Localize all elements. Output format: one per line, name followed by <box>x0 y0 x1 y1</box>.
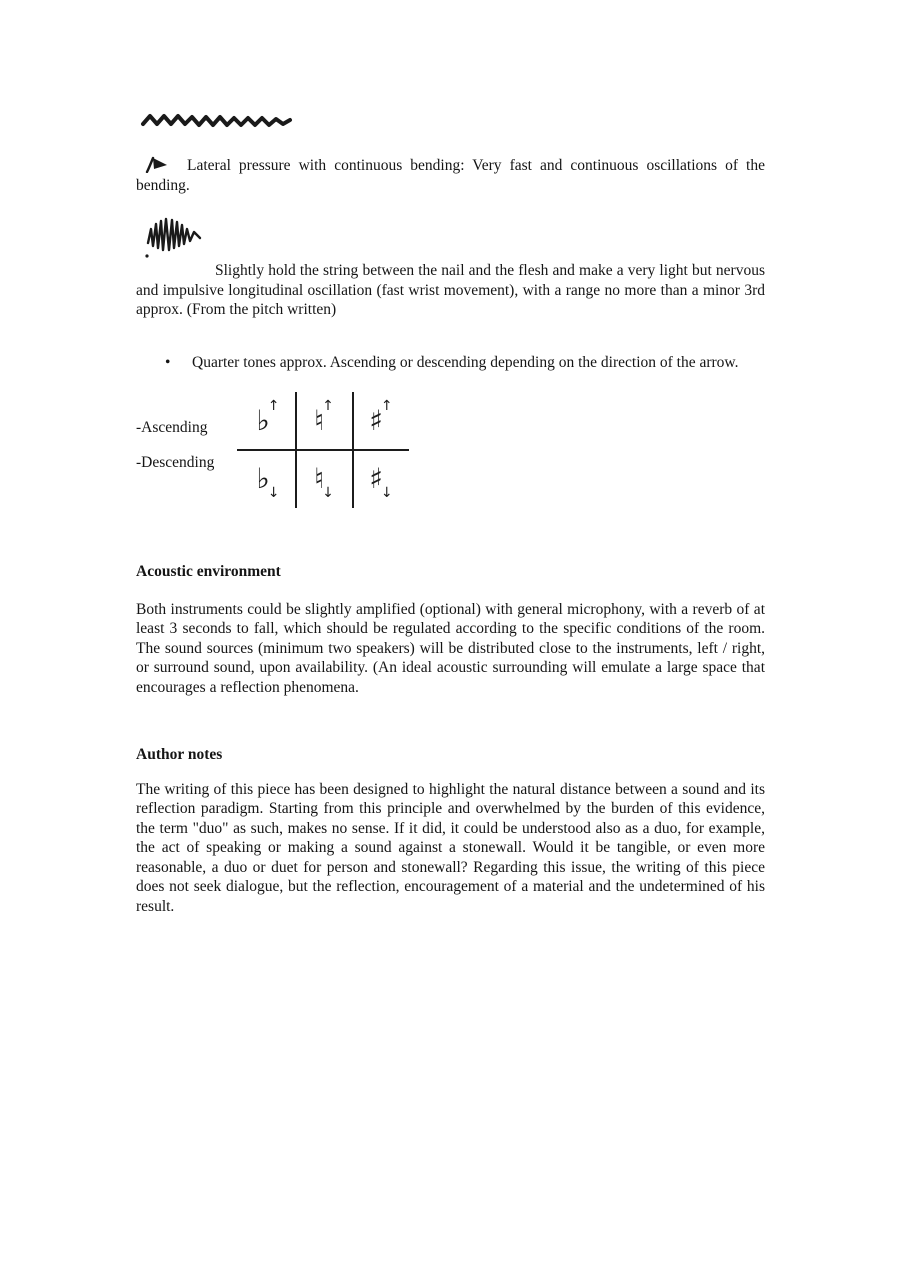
zigzag-wave-icon <box>140 112 765 130</box>
longitudinal-paragraph: Slightly hold the string between the nail and the flesh and make a very light but nervous and impulsive longitudinal oscillation (fast wrist movement), with a range no more than a minor 3rd approx. (From the pitch written) <box>136 262 765 318</box>
ascending-label: -Ascending <box>136 419 208 436</box>
natural-down-cell <box>297 453 351 505</box>
table-horizontal-line <box>237 449 409 451</box>
accidentals-table <box>240 392 408 508</box>
sharp-accidental: ♯ <box>369 462 383 495</box>
sharp-down-cell <box>354 453 408 505</box>
accidentals-figure <box>136 392 765 514</box>
up-arrow-icon: ↑ <box>322 398 334 414</box>
author-notes-paragraph: The writing of this piece has been designed to highlight the natural distance between a sound and its reflection paradigm. Starting from this principle and overwhelmed by the burden of this evidence, the term "duo" as such, makes no sense. If it did, it could be understood also as a duo, for example, the act of speaking or making a sound against a stonewall. Would it be tangible, or even more reasonable, a duo or duet for person and stonewall? Regarding this issue, the writing of this piece does not seek dialogue, but the reflection, encouragement of a material and the undetermined of his result. <box>136 780 765 915</box>
flat-down-cell <box>241 453 295 505</box>
natural-up-cell <box>297 395 351 447</box>
down-arrow-icon: ↓ <box>322 484 334 501</box>
document-content <box>136 0 765 916</box>
down-arrow-icon: ↓ <box>267 484 280 501</box>
flat-accidental: ♭ <box>256 404 270 437</box>
flat-accidental: ♭ <box>256 462 270 495</box>
author-notes-heading: Author notes <box>136 746 223 763</box>
lateral-pressure-paragraph <box>136 155 765 195</box>
descending-label: -Descending <box>136 454 215 471</box>
flat-up-cell <box>241 395 295 447</box>
natural-accidental: ♮ <box>314 404 325 437</box>
scribble-oscillation-icon <box>144 213 765 259</box>
sharp-up-cell <box>354 395 408 447</box>
bullet-icon: • <box>165 353 171 371</box>
acoustic-environment-heading: Acoustic environment <box>136 563 281 580</box>
quarter-tones-item <box>136 353 765 373</box>
up-arrow-icon: ↑ <box>380 398 393 414</box>
sharp-accidental: ♯ <box>369 404 383 437</box>
acoustic-environment-paragraph: Both instruments could be slightly amplified (optional) with general microphony, with a reverb of at least 3 seconds to fall, which should be regulated according to the specific conditions of the room. The sound sources (minimum two speakers) will be distributed close to the instruments, left / right, or surround sound, upon availability. (An ideal acoustic surrounding will emulate a large space that encourages a reflection phenomena. <box>136 600 765 696</box>
natural-accidental: ♮ <box>314 462 325 495</box>
lateral-pressure-text: Lateral pressure with continuous bending: Very fast and continuous oscillations of the bending. <box>136 157 765 194</box>
up-arrow-icon: ↑ <box>267 398 280 414</box>
quarter-tones-text: Quarter tones approx. Ascending or descending depending on the direction of the arrow. <box>192 353 739 371</box>
pennant-icon <box>145 155 169 173</box>
down-arrow-icon: ↓ <box>380 484 393 501</box>
